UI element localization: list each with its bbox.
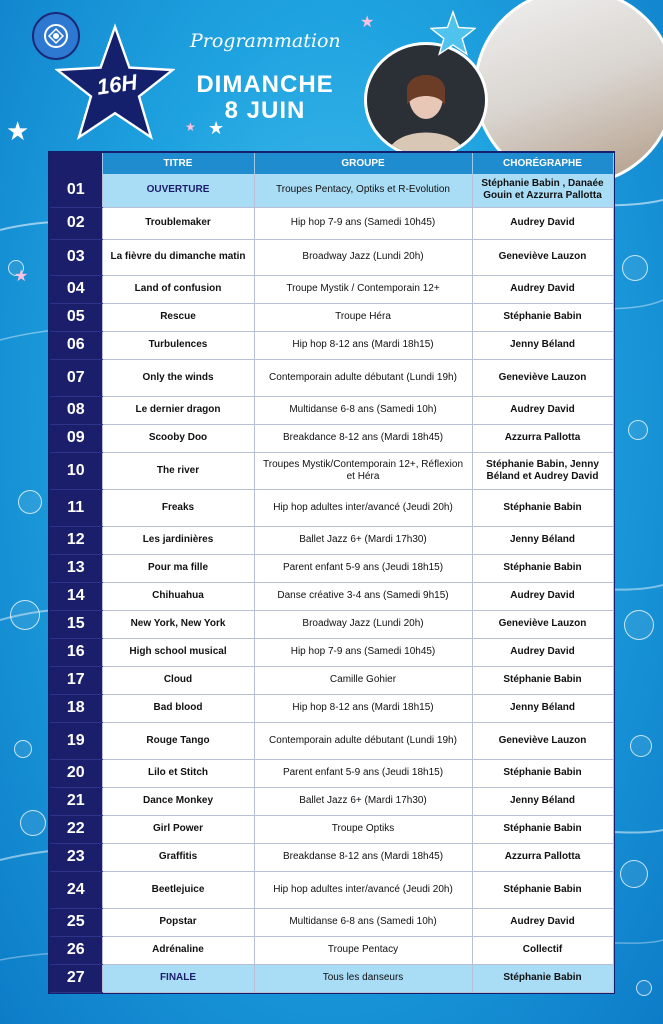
table-row (50, 526, 613, 554)
row-group: Ballet Jazz 6+ (Mardi 17h30) (254, 526, 472, 554)
table-row (50, 207, 613, 239)
table-row (50, 239, 613, 275)
row-choreographer: Audrey David (472, 638, 613, 666)
row-title: Rouge Tango (102, 722, 254, 759)
row-title: Only the winds (102, 359, 254, 396)
row-group: Tous les danseurs (254, 964, 472, 992)
star-icon: ★ (208, 118, 225, 138)
bubble (622, 255, 648, 281)
row-group: Hip hop 7-9 ans (Samedi 10h45) (254, 207, 472, 239)
show-date (170, 72, 360, 124)
row-choreographer: Geneviève Lauzon (472, 610, 613, 638)
row-number: 22 (50, 815, 102, 843)
bubble (14, 740, 32, 758)
row-number: 04 (50, 275, 102, 303)
table-row (50, 489, 613, 526)
row-group: Danse créative 3-4 ans (Samedi 9h15) (254, 582, 472, 610)
row-choreographer: Jenny Béland (472, 331, 613, 359)
row-number: 07 (50, 359, 102, 396)
table-row (50, 582, 613, 610)
row-number: 08 (50, 396, 102, 424)
row-group: Hip hop adultes inter/avancé (Jeudi 20h) (254, 489, 472, 526)
row-choreographer: Stéphanie Babin , Danaée Gouin et Azzurra Pallotta (472, 174, 613, 207)
row-title: OUVERTURE (102, 174, 254, 207)
row-choreographer: Jenny Béland (472, 526, 613, 554)
row-group: Parent enfant 5-9 ans (Jeudi 18h15) (254, 554, 472, 582)
row-title: Cloud (102, 666, 254, 694)
row-group: Hip hop adultes inter/avancé (Jeudi 20h) (254, 871, 472, 908)
star-icon (430, 10, 476, 56)
row-group: Hip hop 7-9 ans (Samedi 10h45) (254, 638, 472, 666)
row-choreographer: Stéphanie Babin (472, 666, 613, 694)
row-number: 15 (50, 610, 102, 638)
row-choreographer: Stéphanie Babin (472, 815, 613, 843)
row-group: Troupe Pentacy (254, 936, 472, 964)
row-number: 11 (50, 489, 102, 526)
header-group: GROUPE (254, 153, 472, 174)
row-number: 23 (50, 843, 102, 871)
schedule-table (48, 151, 615, 994)
row-group: Contemporain adulte débutant (Lundi 19h) (254, 359, 472, 396)
row-group: Multidanse 6-8 ans (Samedi 10h) (254, 908, 472, 936)
bubble (10, 600, 40, 630)
row-choreographer: Audrey David (472, 275, 613, 303)
row-number: 13 (50, 554, 102, 582)
bubble (18, 490, 42, 514)
bubble (624, 610, 654, 640)
row-group: Broadway Jazz (Lundi 20h) (254, 239, 472, 275)
row-title: Graffitis (102, 843, 254, 871)
row-choreographer: Geneviève Lauzon (472, 239, 613, 275)
row-title: Chihuahua (102, 582, 254, 610)
row-title: Popstar (102, 908, 254, 936)
table-row (50, 396, 613, 424)
row-choreographer: Geneviève Lauzon (472, 359, 613, 396)
row-group: Troupes Pentacy, Optiks et R-Evolution (254, 174, 472, 207)
row-group: Broadway Jazz (Lundi 20h) (254, 610, 472, 638)
row-title: Lilo et Stitch (102, 759, 254, 787)
row-choreographer: Geneviève Lauzon (472, 722, 613, 759)
row-choreographer: Stéphanie Babin (472, 759, 613, 787)
table-row (50, 843, 613, 871)
table-row (50, 815, 613, 843)
row-title: Girl Power (102, 815, 254, 843)
table-row (50, 275, 613, 303)
row-title: Rescue (102, 303, 254, 331)
table-row (50, 303, 613, 331)
row-choreographer: Jenny Béland (472, 787, 613, 815)
table-row (50, 787, 613, 815)
table-row (50, 331, 613, 359)
row-title: Le dernier dragon (102, 396, 254, 424)
row-title: Land of confusion (102, 275, 254, 303)
row-group: Hip hop 8-12 ans (Mardi 18h15) (254, 694, 472, 722)
row-title: The river (102, 452, 254, 489)
row-title: Freaks (102, 489, 254, 526)
table-row (50, 871, 613, 908)
row-number: 16 (50, 638, 102, 666)
row-choreographer: Audrey David (472, 396, 613, 424)
row-choreographer: Stéphanie Babin, Jenny Béland et Audrey David (472, 452, 613, 489)
row-group: Parent enfant 5-9 ans (Jeudi 18h15) (254, 759, 472, 787)
table-row (50, 638, 613, 666)
row-group: Camille Gohier (254, 666, 472, 694)
row-number: 10 (50, 452, 102, 489)
star-icon: ★ (6, 116, 30, 146)
show-time: 16H (95, 69, 139, 100)
row-title: Scooby Doo (102, 424, 254, 452)
row-group: Troupe Héra (254, 303, 472, 331)
header-choreographer: CHORÉGRAPHE (472, 153, 613, 174)
header-title: TITRE (102, 153, 254, 174)
row-number: 14 (50, 582, 102, 610)
table-row (50, 694, 613, 722)
star-icon: ★ (360, 14, 375, 31)
row-title: Bad blood (102, 694, 254, 722)
row-number: 17 (50, 666, 102, 694)
row-choreographer: Stéphanie Babin (472, 554, 613, 582)
star-icon: ★ (185, 120, 196, 134)
row-group: Breakdanse 8-12 ans (Mardi 18h45) (254, 843, 472, 871)
table-row (50, 610, 613, 638)
table-header-row (50, 153, 613, 174)
row-number: 20 (50, 759, 102, 787)
star-icon: ★ (14, 268, 29, 285)
row-number: 06 (50, 331, 102, 359)
row-choreographer: Audrey David (472, 582, 613, 610)
header-num (50, 153, 102, 174)
row-title: Beetlejuice (102, 871, 254, 908)
table-row (50, 722, 613, 759)
row-title: Adrénaline (102, 936, 254, 964)
row-title: La fièvre du dimanche matin (102, 239, 254, 275)
bubble (636, 980, 652, 996)
row-number: 24 (50, 871, 102, 908)
row-number: 19 (50, 722, 102, 759)
row-title: Turbulences (102, 331, 254, 359)
row-number: 27 (50, 964, 102, 992)
row-number: 25 (50, 908, 102, 936)
day-line-2: 8 JUIN (224, 97, 306, 124)
row-group: Multidanse 6-8 ans (Samedi 10h) (254, 396, 472, 424)
row-number: 09 (50, 424, 102, 452)
row-choreographer: Azzurra Pallotta (472, 843, 613, 871)
row-group: Contemporain adulte débutant (Lundi 19h) (254, 722, 472, 759)
row-number: 03 (50, 239, 102, 275)
row-title: High school musical (102, 638, 254, 666)
table-row (50, 424, 613, 452)
row-group: Ballet Jazz 6+ (Mardi 17h30) (254, 787, 472, 815)
row-choreographer: Audrey David (472, 207, 613, 239)
row-choreographer: Stéphanie Babin (472, 303, 613, 331)
row-group: Troupe Optiks (254, 815, 472, 843)
row-number: 02 (50, 207, 102, 239)
row-number: 21 (50, 787, 102, 815)
row-number: 05 (50, 303, 102, 331)
table-row (50, 759, 613, 787)
bubble (620, 860, 648, 888)
row-group: Breakdance 8-12 ans (Mardi 18h45) (254, 424, 472, 452)
programmation-kicker: Programmation (190, 30, 341, 52)
row-choreographer: Jenny Béland (472, 694, 613, 722)
row-number: 26 (50, 936, 102, 964)
row-choreographer: Stéphanie Babin (472, 964, 613, 992)
row-title: Dance Monkey (102, 787, 254, 815)
table-row (50, 554, 613, 582)
table-row (50, 936, 613, 964)
bubble (630, 735, 652, 757)
row-title: FINALE (102, 964, 254, 992)
photo-choreographer (364, 42, 488, 158)
table-row (50, 359, 613, 396)
row-group: Hip hop 8-12 ans (Mardi 18h15) (254, 331, 472, 359)
row-choreographer: Azzurra Pallotta (472, 424, 613, 452)
row-choreographer: Stéphanie Babin (472, 871, 613, 908)
table-row (50, 666, 613, 694)
row-number: 01 (50, 174, 102, 207)
row-group: Troupe Mystik / Contemporain 12+ (254, 275, 472, 303)
day-line-1: DIMANCHE (196, 71, 334, 98)
row-choreographer: Audrey David (472, 908, 613, 936)
table-row (50, 452, 613, 489)
row-choreographer: Stéphanie Babin (472, 489, 613, 526)
row-title: Pour ma fille (102, 554, 254, 582)
row-choreographer: Collectif (472, 936, 613, 964)
row-number: 12 (50, 526, 102, 554)
table-row (50, 908, 613, 936)
table-row (50, 964, 613, 992)
row-number: 18 (50, 694, 102, 722)
row-group: Troupes Mystik/Contemporain 12+, Réflexion et Héra (254, 452, 472, 489)
bubble (628, 420, 648, 440)
row-title: Les jardinières (102, 526, 254, 554)
row-title: Troublemaker (102, 207, 254, 239)
row-title: New York, New York (102, 610, 254, 638)
bubble (20, 810, 46, 836)
table-row (50, 174, 613, 207)
